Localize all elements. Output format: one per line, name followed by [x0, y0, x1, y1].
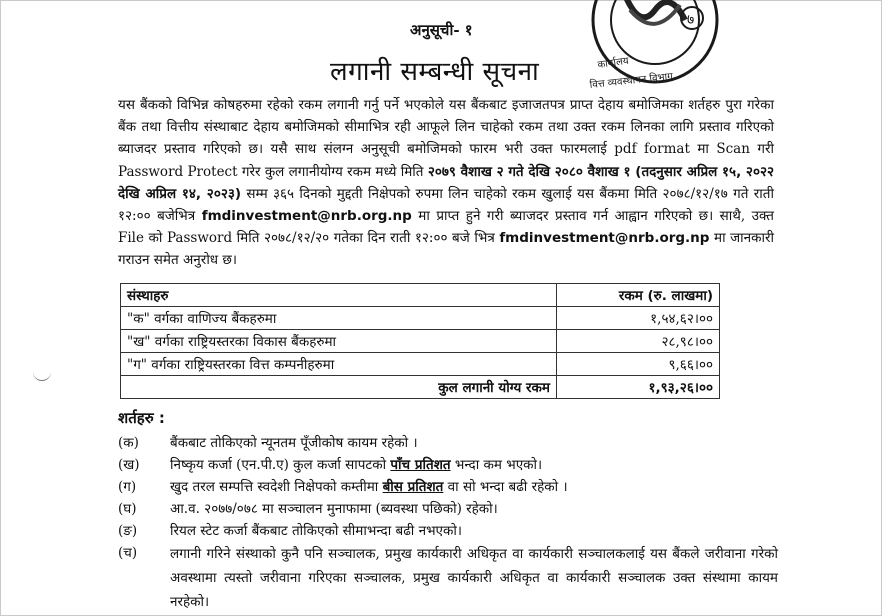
notice-text-3: मा प्राप्त हुने गरी ब्याजदर प्रस्ताव गर्न आह्वान गरिएको छ। साथै, उक्त File को Password मिति २०७८/१२/२० गतेका दिन राती १२:०० बजे भित्र — [118, 208, 774, 247]
column-header-institutions: संस्थाहरु — [121, 284, 557, 307]
email-link-2[interactable]: fmdinvestment@nrb.org.np — [499, 230, 710, 247]
total-amount: १,९३,२६।०० — [557, 376, 720, 399]
seal-partial: कार्यालय — [596, 55, 630, 71]
condition-text: रियल स्टेट कर्जा बैंकबाट तोकिएको सीमाभन्दा बढी नभएको। — [170, 523, 463, 539]
institution-name: "क" वर्गका वाणिज्य बैंकहरुमा — [121, 307, 557, 330]
total-label: कुल लगानी योग्य रकम — [121, 376, 557, 399]
condition-label: (ख) — [118, 457, 140, 473]
table-row — [121, 307, 720, 330]
date-range: २०७९ वैशाख २ गते देखि २०८० वैशाख १ (तदनुसार अप्रिल १५, २०२२ देखि अप्रिल १४, २०२३) — [118, 163, 775, 202]
condition-text: लगानी गरिने संस्थाको कुनै पनि सञ्चालक, प्रमुख कार्यकारी अधिकृत वा कार्यकारी सञ्चालकलाई यस बैंकले जरीवाना गरेको अवस्थामा त्यस्तो जरीवाना गरिएका सञ्चालक, प्रमुख कार्यकारी अधिकृत वा कार्यकारी सञ्चालक उक्त संस्थामा कायम नरहेको। — [170, 546, 778, 610]
notice-text-4: मा जानकारी गराउन समेत अनुरोध छ। — [118, 230, 774, 269]
condition-label: (च) — [118, 545, 138, 561]
institution-amount: ९,६६।०० — [557, 353, 720, 376]
institution-name: "ख" वर्गका राष्ट्रियस्तरका विकास बैंकहरुमा — [121, 330, 557, 353]
seal-number: ७ — [687, 12, 695, 28]
condition-label: (घ) — [118, 501, 137, 517]
institution-amount: २८,९८।०० — [557, 330, 720, 353]
table-row — [121, 353, 720, 376]
column-header-amount: रकम (रु. लाखमा) — [557, 284, 720, 307]
condition-item — [118, 498, 778, 520]
institution-amount: १,५४,६२।०० — [557, 307, 720, 330]
condition-label: (ङ) — [118, 523, 138, 539]
table-row — [121, 330, 720, 353]
condition-text: खुद तरल सम्पत्ति स्वदेशी निक्षेपको कम्तीमा बीस प्रतिशत वा सो भन्दा बढी रहेको । — [170, 479, 568, 495]
investment-table — [120, 283, 720, 399]
emphasis: बीस प्रतिशत — [382, 479, 444, 495]
official-seal-icon — [580, 0, 730, 98]
condition-text: आ.व. २०७७/०७८ मा सञ्चालन मुनाफामा (ब्यवस्था पछिको) रहेको। — [170, 501, 498, 517]
table-total-row — [121, 376, 720, 399]
condition-label: (ग) — [118, 479, 137, 495]
condition-item — [118, 520, 778, 542]
notice-text-2: सम्म ३६५ दिनको मुद्दती निक्षेपको रुपमा लिन चाहेको रकम खुलाई यस बैंकमा मिति २०७८/१२/१७ गते राती १२:०० बजेभित्र — [118, 185, 774, 225]
condition-item — [118, 432, 778, 454]
institution-name: "ग" वर्गका राष्ट्रियस्तरका वित्त कम्पनीहरुमा — [121, 353, 557, 376]
condition-item — [118, 454, 778, 476]
condition-item — [118, 476, 778, 498]
conditions-list — [118, 432, 778, 614]
condition-label: (क) — [118, 435, 139, 451]
notice-paragraph — [118, 94, 774, 272]
conditions-heading: शर्तहरु : — [118, 409, 165, 427]
condition-text: बैंकबाट तोकिएको न्यूनतम पूँजीकोष कायम रहेको । — [170, 435, 418, 451]
seal-text: वित्त व्यवस्थापन विभाग — [589, 71, 674, 91]
email-link[interactable]: fmdinvestment@nrb.org.np — [201, 208, 412, 225]
notice-text-1: यस बैंकको विभिन्न कोषहरुमा रहेको रकम लगानी गर्नु पर्ने भएकोले यस बैंकबाट इजाजतपत्र प्राप्त देहाय बमोजिमका शर्तहरु पुरा गरेका बैंक तथा वित्तीय संस्थाबाट देहाय बमोजिमको सीमाभित्र रही आफूले लिन चाहेको रकम तथा उक्त रकम लिनका लागि प्रस्ताव गरिएको ब्याजदर प्रस्ताव गरिएको छ। यसै साथ संलग्न अनुसूची बमोजिमको फारम भरी उक्त फारमलाई pdf format मा Scan गरी Password Protect गरेर कुल लगानीयोग्य रकम मध्ये मिति — [118, 97, 774, 180]
page-title: लगानी सम्बन्धी सूचना — [330, 57, 540, 87]
condition-item — [118, 542, 778, 614]
condition-text: निष्कृय कर्जा (एन.पी.ए) कुल कर्जा सापटको पाँच प्रतिशत भन्दा कम भएको। — [170, 457, 543, 473]
table-header-row — [121, 284, 720, 307]
schedule-label: अनुसूची- १ — [410, 21, 473, 39]
emphasis: पाँच प्रतिशत — [390, 457, 451, 473]
